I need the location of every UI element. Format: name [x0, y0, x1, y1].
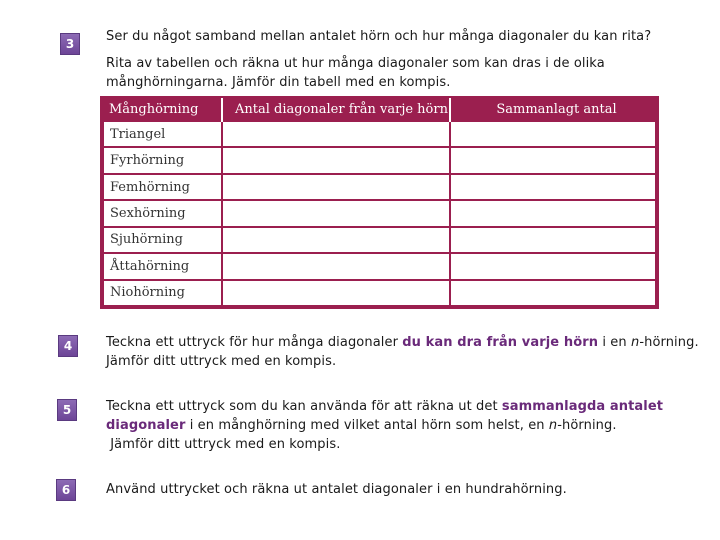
task-3-question [106, 27, 651, 46]
highlight-text: diagonaler [106, 418, 186, 433]
highlight-text: sammanlagda antalet [501, 399, 664, 414]
empty-cell [222, 147, 450, 173]
empty-cell [222, 200, 450, 226]
empty-cell [222, 174, 450, 200]
text-span: i en [598, 335, 631, 350]
empty-cell [450, 200, 656, 226]
text-span: Teckna ett uttryck som du kan använda för att räkna ut det [106, 399, 502, 414]
task-number-badge [58, 335, 78, 357]
task-number-badge [56, 479, 76, 501]
table-row [103, 147, 656, 173]
italic-variable: n [630, 335, 640, 350]
table-row [103, 174, 656, 200]
polygon-name-cell: Femhörning [103, 174, 222, 200]
task-number-badge [60, 33, 80, 55]
task-3-instruction [106, 54, 605, 92]
polygon-name-cell: Niohörning [103, 280, 222, 306]
task-5-line: Jämför ditt uttryck med en kompis. [106, 437, 341, 452]
empty-cell [450, 147, 656, 173]
task-4-text [106, 333, 699, 371]
empty-cell [450, 253, 656, 279]
empty-cell [450, 280, 656, 306]
empty-cell [450, 174, 656, 200]
task-3-question-text: Ser du något samband mellan antalet hörn och hur många diagonaler du kan rita? [106, 29, 652, 44]
empty-cell [222, 121, 450, 147]
polygon-name-cell: Sexhörning [103, 200, 222, 226]
task-number: 6 [61, 483, 71, 497]
task-number: 5 [62, 403, 72, 417]
polygon-name-cell: Fyrhörning [103, 147, 222, 173]
table [102, 98, 657, 307]
task-3-instruction-line: Rita av tabellen och räkna ut hur många diagonaler som kan dras i de olika [106, 56, 605, 71]
polygon-diagonal-table [100, 96, 659, 309]
table-row [103, 253, 656, 279]
text-span: -hörning. [639, 335, 699, 350]
text-span: -hörning. [557, 418, 617, 433]
task-6-text [106, 480, 567, 499]
task-6-line: Använd uttrycket och räkna ut antalet diagonaler i en hundrahörning. [106, 482, 567, 497]
highlight-text: du kan dra från varje hörn [402, 335, 599, 350]
empty-cell [222, 253, 450, 279]
text-span: Teckna ett uttryck för hur många diagonaler [106, 335, 403, 350]
table-header-row [103, 98, 656, 121]
column-header: Antal diagonaler från varje hörn [222, 98, 450, 121]
task-4-line: Jämför ditt uttryck med en kompis. [106, 354, 337, 369]
table-row [103, 121, 656, 147]
task-number: 3 [65, 37, 75, 51]
task-number-badge [57, 399, 77, 421]
polygon-name-cell: Sjuhörning [103, 227, 222, 253]
text-span: i en månghörning med vilket antal hörn som helst, en [185, 418, 549, 433]
empty-cell [450, 121, 656, 147]
task-4-line [106, 333, 699, 352]
task-5-text [106, 397, 663, 454]
polygon-name-cell: Triangel [103, 121, 222, 147]
task-number: 4 [63, 339, 73, 353]
polygon-name-cell: Åttahörning [103, 253, 222, 279]
column-header: Sammanlagt antal [496, 101, 617, 117]
table-row [103, 227, 656, 253]
table-row [103, 200, 656, 226]
column-header: Månghörning [103, 98, 222, 121]
italic-variable: n [548, 418, 558, 433]
empty-cell [222, 227, 450, 253]
task-3-instruction-line: månghörningarna. Jämför din tabell med en kompis. [106, 75, 451, 90]
empty-cell [450, 227, 656, 253]
task-5-line [106, 416, 663, 435]
task-5-line [106, 397, 663, 416]
empty-cell [222, 280, 450, 306]
table-row [103, 280, 656, 306]
